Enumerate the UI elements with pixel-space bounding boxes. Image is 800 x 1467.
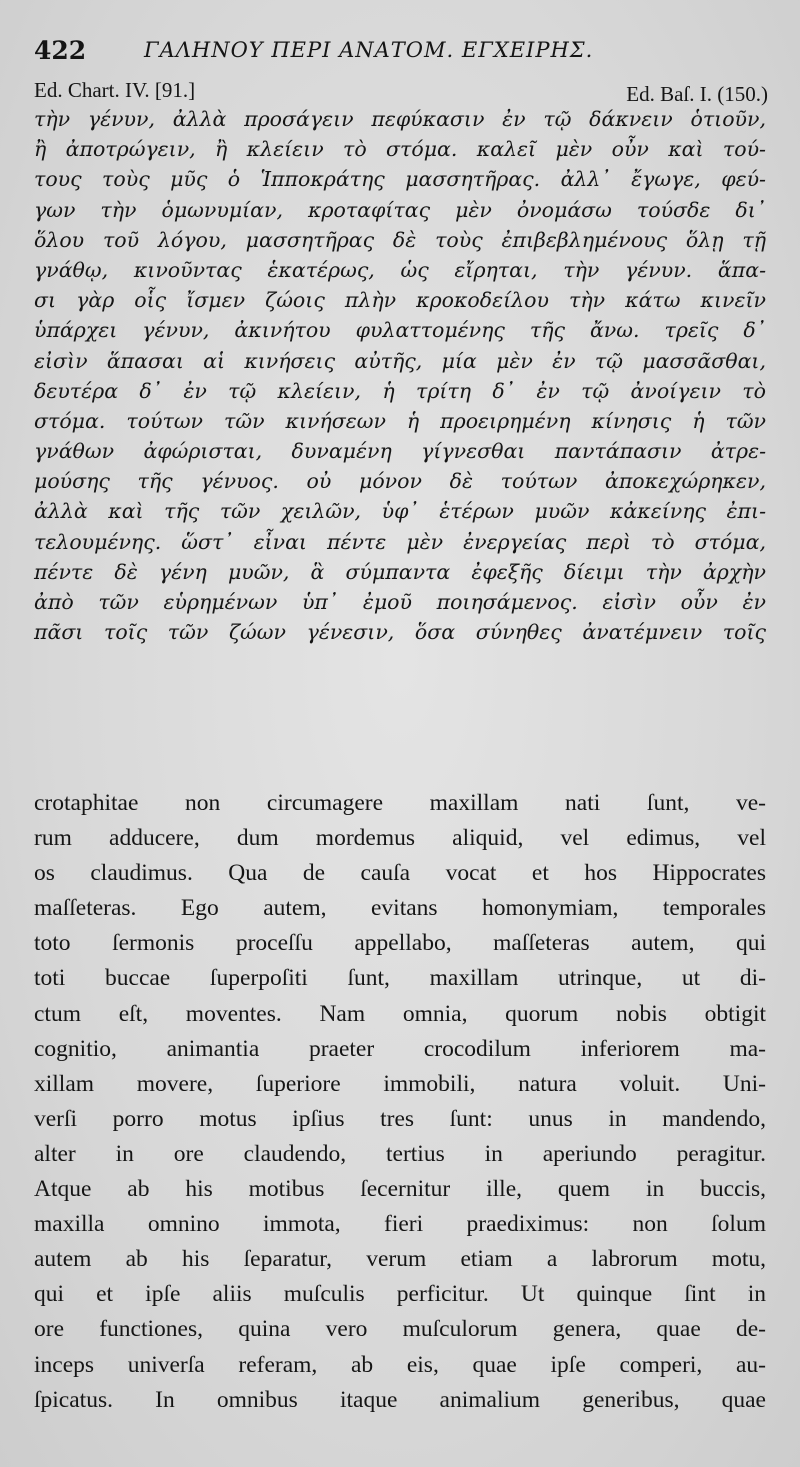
edition-chart-reference: Ed. Chart. IV. [91.] bbox=[34, 78, 196, 102]
greek-text-line: μούσης τῆς γένυος. οὐ μόνον δὲ τούτων ἀποκεχώρηκεν, bbox=[34, 469, 766, 494]
latin-text-line: ore functiones, quina vero muſculorum genera, quae de- bbox=[34, 1316, 766, 1343]
edition-basel-reference: Ed. Baſ. I. (150.) bbox=[626, 82, 768, 106]
latin-text-line: crotaphitae non circumagere maxillam nati ſunt, ve- bbox=[34, 790, 766, 816]
latin-text-line: alter in ore claudendo, tertius in aperiundo peragitur. bbox=[34, 1140, 766, 1167]
greek-text-line: γνάθων ἀφώρισται, δυναμένη γίγνεσθαι παντάπασιν ἀτρε- bbox=[34, 439, 766, 464]
greek-text-line: τὴν γένυν, ἀλλὰ προσάγειν πεφύκασιν ἐν τῷ δάκνειν ὁτιοῦν, bbox=[34, 107, 766, 131]
latin-text-line: cognitio, animantia praeter crocodilum inferiorem ma- bbox=[34, 1035, 766, 1062]
greek-text-line: ἀλλὰ καὶ τῆς τῶν χειλῶν, ὑφ᾽ ἑτέρων μυῶν κἀκείνης ἐπι- bbox=[34, 499, 766, 524]
latin-text-line: os claudimus. Qua de cauſa vocat et hos Hippocrates bbox=[34, 860, 766, 887]
greek-text-line: εἰσὶν ἅπασαι αἱ κινήσεις αὐτῆς, μία μὲν ἐν τῷ μασσᾶσθαι, bbox=[34, 348, 766, 373]
greek-text-line: γνάθῳ, κινοῦντας ἑκατέρως, ὡς εἴρηται, τὴν γένυν. ἅπα- bbox=[34, 257, 766, 282]
latin-text-line: toto ſermonis proceſſu appellabo, maſſeteras autem, qui bbox=[34, 930, 766, 957]
page-header bbox=[34, 30, 774, 70]
greek-text-line: πέντε δὲ γένη μυῶν, ἃ σύμπαντα ἐφεξῆς δίειμι τὴν ἀρχὴν bbox=[34, 559, 766, 584]
greek-text-line: ἢ ἀποτρώγειν, ἢ κλείειν τὸ στόμα. καλεῖ μὲν οὖν καὶ τού- bbox=[34, 137, 766, 162]
running-title: ΓΑΛΗΝΟΥ ΠΕΡΙ ΑΝΑΤΟΜ. ΕΓΧΕΙΡΗΣ. bbox=[144, 38, 594, 62]
latin-text-block bbox=[34, 786, 766, 1418]
latin-text-line: toti buccae ſuperpoſiti ſunt, maxillam utrinque, ut di- bbox=[34, 965, 766, 992]
latin-text-line: ctum eſt, moventes. Nam omnia, quorum nobis obtigit bbox=[34, 1000, 766, 1027]
latin-text-line: qui et ipſe aliis muſculis perficitur. Ut quinque ſint in bbox=[34, 1281, 766, 1308]
greek-text-line: γων τὴν ὁμωνυμίαν, κροταφίτας μὲν ὀνομάσω τούσδε δι᾽ bbox=[34, 197, 766, 222]
latin-text-line: maxilla omnino immota, fieri praediximus: non ſolum bbox=[34, 1211, 766, 1238]
greek-text-line: ὅλου τοῦ λόγου, μασσητῆρας δὲ τοὺς ἐπιβεβλημένους ὅλῃ τῇ bbox=[34, 227, 766, 252]
latin-text-line: verſi porro motus ipſius tres ſunt: unus in mandendo, bbox=[34, 1105, 766, 1132]
greek-text-block bbox=[34, 104, 766, 647]
greek-text-line: τελουμένης. ὥστ᾽ εἶναι πέντε μὲν ἐνεργείας περὶ τὸ στόμα, bbox=[34, 529, 766, 554]
latin-text-line: rum adducere, dum mordemus aliquid, vel edimus, vel bbox=[34, 825, 766, 852]
greek-text-line: δευτέρα δ᾽ ἐν τῷ κλείειν, ἡ τρίτη δ᾽ ἐν τῷ ἀνοίγειν τὸ bbox=[34, 378, 766, 403]
greek-text-line: ἀπὸ τῶν εὑρημένων ὑπ᾽ ἐμοῦ ποιησάμενος. εἰσὶν οὖν ἐν bbox=[34, 590, 766, 614]
latin-text-line: inceps univerſa referam, ab eis, quae ipſe comperi, au- bbox=[34, 1351, 766, 1378]
latin-text-line: autem ab his ſeparatur, verum etiam a labrorum motu, bbox=[34, 1246, 766, 1273]
greek-text-line: πᾶσι τοῖς τῶν ζώων γένεσιν, ὅσα σύνηθες ἀνατέμνειν τοῖς bbox=[34, 620, 766, 645]
greek-text-line: τους τοὺς μῦς ὁ Ἱπποκράτης μασσητῆρας. ἀλλ᾽ ἔγωγε, φεύ- bbox=[34, 167, 766, 192]
greek-text-line: σι γὰρ οἷς ἴσμεν ζώοις πλὴν κροκοδείλου τὴν κάτω κινεῖν bbox=[34, 288, 766, 313]
page-number: 422 bbox=[34, 36, 87, 65]
greek-text-line: στόμα. τούτων τῶν κινήσεων ἡ προειρημένη κίνησις ἡ τῶν bbox=[34, 408, 766, 433]
latin-text-line: maſſeteras. Ego autem, evitans homonymiam, temporales bbox=[34, 895, 766, 922]
latin-text-line: Atque ab his motibus ſecernitur ille, quem in buccis, bbox=[34, 1176, 766, 1203]
greek-text-line: ὑπάρχει γένυν, ἀκινήτου φυλαττομένης τῆς ἄνω. τρεῖς δ᾽ bbox=[34, 318, 766, 343]
latin-text-line: xillam movere, ſuperiore immobili, natura voluit. Uni- bbox=[34, 1070, 766, 1097]
latin-text-line: ſpicatus. In omnibus itaque animalium generibus, quae bbox=[34, 1386, 766, 1413]
